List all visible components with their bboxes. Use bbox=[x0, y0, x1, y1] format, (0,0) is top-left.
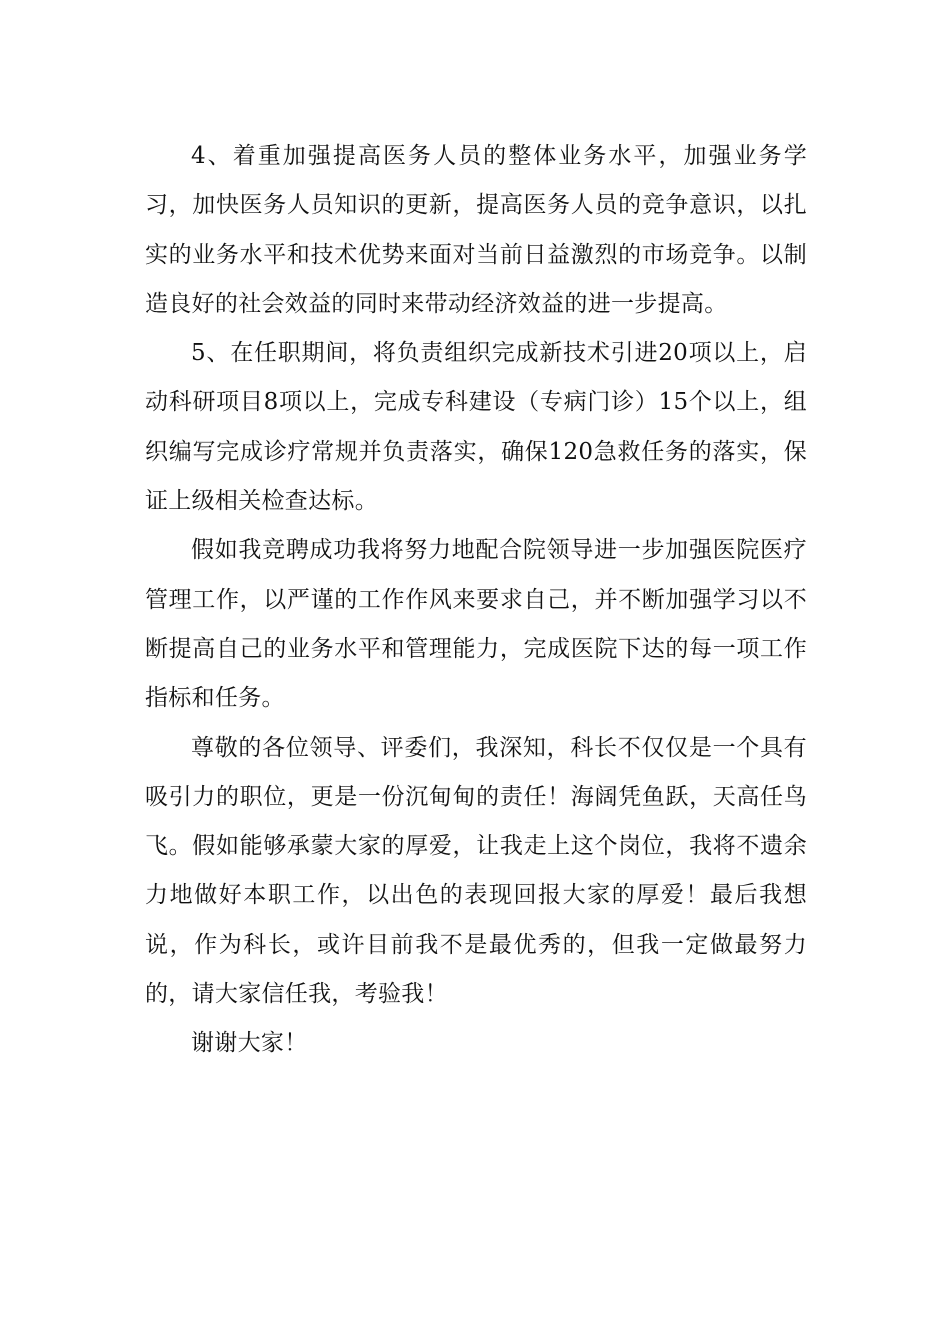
paragraph-commitment: 假如我竞聘成功我将努力地配合院领导进一步加强医院医疗管理工作，以严谨的工作作风来要求自己，并不断加强学习以不断提高自己的业务水平和管理能力，完成医院下达的每一项工作指标和任务。 bbox=[145, 537, 807, 712]
paragraph-item-5: 5、在任职期间，将负责组织完成新技术引进20项以上，启动科研项目8项以上，完成专科建设（专病门诊）15个以上，组织编写完成诊疗常规并负责落实，确保120急救任务的落实，保证上级相关检查达标。 bbox=[145, 340, 807, 515]
document-body bbox=[145, 132, 807, 1069]
paragraph-closing-remarks: 尊敬的各位领导、评委们，我深知，科长不仅仅是一个具有吸引力的职位，更是一份沉甸甸的责任！海阔凭鱼跃，天高任鸟飞。假如能够承蒙大家的厚爱，让我走上这个岗位，我将不遗余力地做好本职工作，以出色的表现回报大家的厚爱！最后我想说，作为科长，或许目前我不是最优秀的，但我一定做最努力的，请大家信任我，考验我！ bbox=[145, 734, 807, 1008]
paragraph-thanks: 谢谢大家！ bbox=[191, 1030, 308, 1057]
paragraph-item-4: 4、着重加强提高医务人员的整体业务水平，加强业务学习，加快医务人员知识的更新，提高医务人员的竞争意识，以扎实的业务水平和技术优势来面对当前日益激烈的市场竞争。以制造良好的社会效益的同时来带动经济效益的进一步提高。 bbox=[145, 143, 807, 317]
